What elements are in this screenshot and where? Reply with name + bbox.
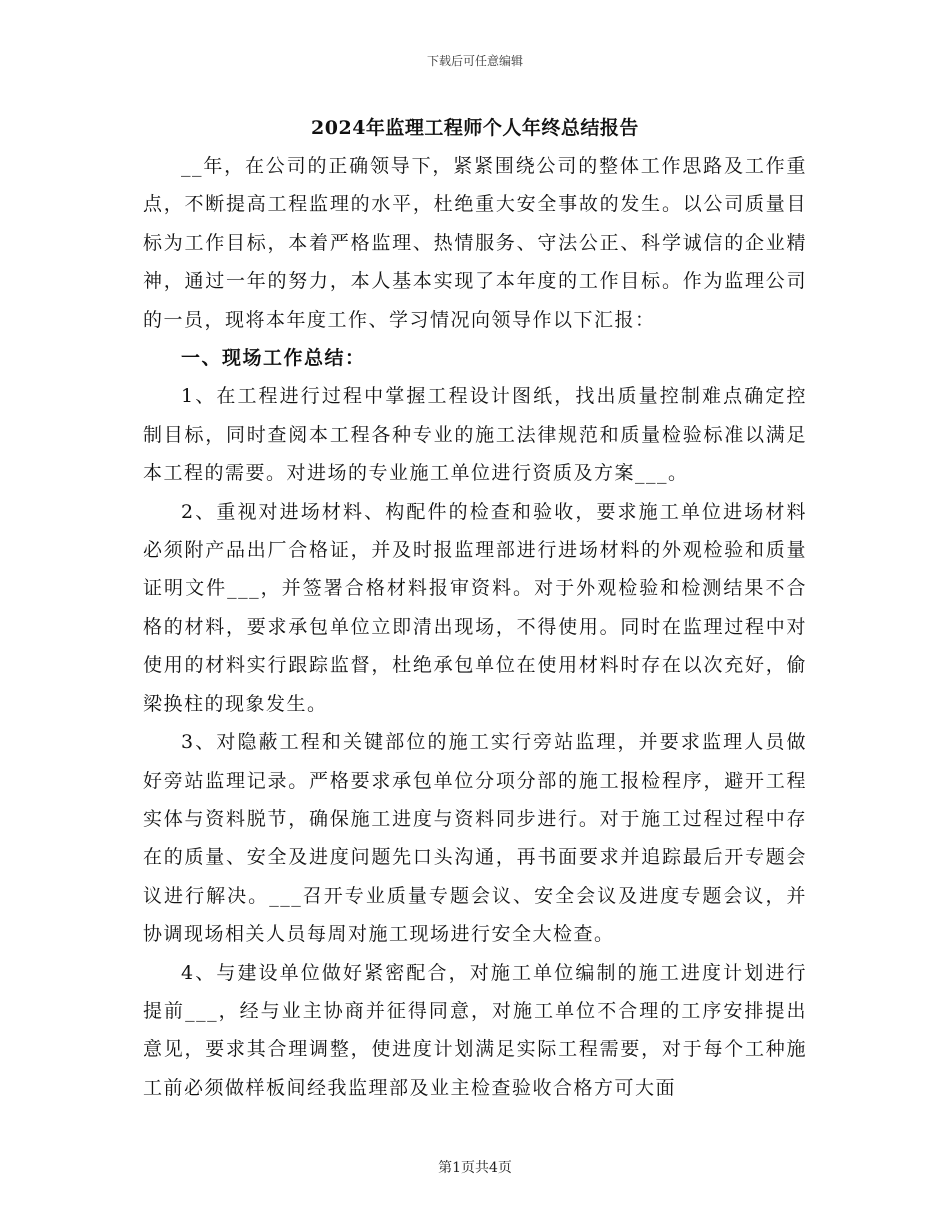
paragraph-item-1: 1、在工程进行过程中掌握工程设计图纸，找出质量控制难点确定控制目标，同时查阅本工程各种专业的施工法律规范和质量检验标准以满足本工程的需要。对进场的专业施工单位进行资质及方案___。 <box>143 385 807 485</box>
document-body <box>143 147 807 1107</box>
paragraph-item-2: 2、重视对进场材料、构配件的检查和验收，要求施工单位进场材料必须附产品出厂合格证，并及时报监理部进行进场材料的外观检验和质量证明文件___，并签署合格材料报审资料。对于外观检验和检测结果不合格的材料，要求承包单位立即清出现场，不得使用。同时在监理过程中对使用的材料实行跟踪监督，杜绝承包单位在使用材料时存在以次充好，偷梁换柱的现象发生。 <box>143 500 807 715</box>
paragraph-item-3: 3、对隐蔽工程和关键部位的施工实行旁站监理，并要求监理人员做好旁站监理记录。严格要求承包单位分项分部的施工报检程序，避开工程实体与资料脱节，确保施工进度与资料同步进行。对于施工过程过程中存在的质量、安全及进度问题先口头沟通，再书面要求并追踪最后开专题会议进行解决。___召开专业质量专题会议、安全会议及进度专题会议，并协调现场相关人员每周对施工现场进行安全大检查。 <box>143 731 807 946</box>
section-heading: 一、现场工作总结： <box>181 347 366 370</box>
page-number: 第1页共4页 <box>438 1160 512 1176</box>
paragraph-item-4: 4、与建设单位做好紧密配合，对施工单位编制的施工进度计划进行提前___，经与业主协商并征得同意，对施工单位不合理的工序安排提出意见，要求其合理调整，使进度计划满足实际工程需要，对于每个工种施工前必须做样板间经我监理部及业主检查验收合格方可大面 <box>143 961 807 1099</box>
intro-paragraph: __年，在公司的正确领导下，紧紧围绕公司的整体工作思路及工作重点，不断提高工程监理的水平，杜绝重大安全事故的发生。以公司质量目标为工作目标，本着严格监理、热情服务、守法公正、科学诚信的企业精神，通过一年的努力，本人基本实现了本年度的工作目标。作为监理公司的一员，现将本年度工作、学习情况向领导作以下汇报： <box>143 155 807 331</box>
page-header-note: 下载后可任意编辑 <box>426 54 523 68</box>
document-title: 2024年监理工程师个人年终总结报告 <box>311 117 639 139</box>
